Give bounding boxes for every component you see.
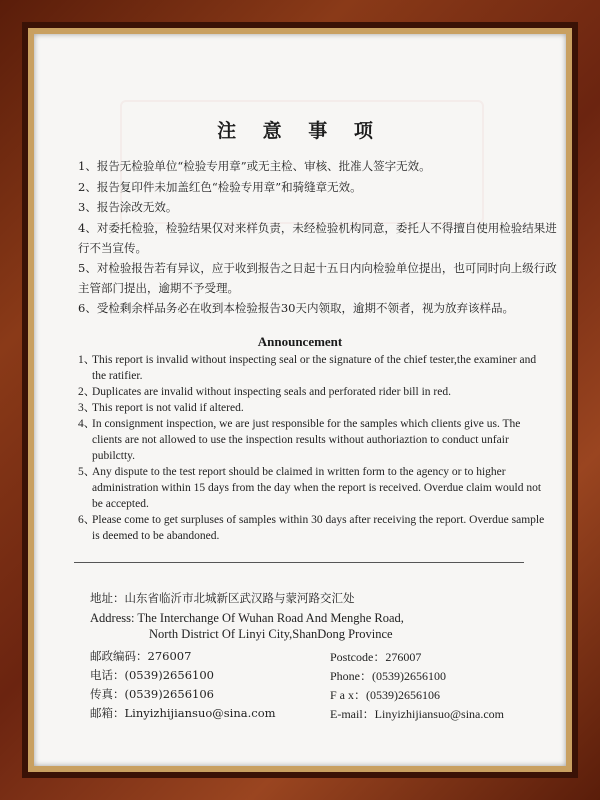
item-text: In consignment inspection, we are just responsible for the samples which clients give us. The clients are not allowed to use the inspection results without authoriaztion to conduct unfair pubilctty. — [92, 418, 521, 462]
notice-item-cn: 1、报告无检验单位“检验专用章”或无主检、审核、批准人签字无效。 — [78, 159, 431, 173]
phone-cn: 电话：(0539)2656100 — [90, 668, 214, 682]
item-text: This report is not valid if altered. — [92, 402, 244, 414]
announcement-item — [78, 384, 548, 400]
announcement-list — [78, 352, 548, 544]
notice-item-cn: 2、报告复印件未加盖红色“检验专用章”和骑缝章无效。 — [78, 179, 362, 194]
item-number: 5、 — [78, 466, 96, 478]
document-page — [34, 34, 566, 766]
announcement-title: Announcement — [257, 334, 343, 349]
fax-en: F a x：(0539)2656106 — [330, 688, 440, 702]
notice-list-cn — [78, 156, 558, 318]
notice-item-cn: 4、对委托检验，检验结果仅对来样负责，未经检验机构同意，委托人不得擅自使用检验结果进行不当宣传。 — [78, 220, 557, 255]
address-en-label: Address: — [90, 611, 135, 625]
notice-item-cn: 3、报告涂改无效。 — [78, 200, 178, 214]
notice-title-cn: 注 意 事 项 — [217, 120, 383, 142]
item-number: 4、 — [78, 418, 96, 430]
announcement-item — [78, 416, 548, 464]
item-text: Duplicates are invalid without inspecting seals and perforated rider bill in red. — [92, 386, 451, 398]
address-en-line1: The Interchange Of Wuhan Road And Menghe Road, — [137, 611, 404, 625]
announcement-item — [78, 400, 548, 416]
address-cn: 地址：山东省临沂市北城新区武汉路与蒙河路交汇处 — [90, 591, 355, 605]
item-number: 1、 — [78, 354, 96, 366]
announcement-item — [78, 464, 548, 512]
postcode-cn: 邮政编码：276007 — [90, 649, 192, 663]
phone-en: Phone：(0539)2656100 — [330, 669, 446, 683]
notice-item-cn: 6、受检剩余样品务必在收到本检验报告30天内领取，逾期不领者，视为放弃该样品。 — [78, 300, 514, 315]
email-cn: 邮箱：Linyizhijiansuo@sina.com — [90, 706, 276, 720]
section-divider — [74, 562, 524, 563]
announcement-item — [78, 352, 548, 384]
item-text: Any dispute to the test report should be claimed in written form to the agency or to higher administration within 15 days from the day when the report is received. Overdue claim would not be accepted. — [92, 466, 542, 510]
announcement-item — [78, 512, 548, 544]
item-text: This report is invalid without inspecting seal or the signature of the chief tester,the examiner and the ratifier. — [92, 354, 537, 382]
address-en-line2: North District Of Linyi City,ShanDong Province — [149, 627, 393, 641]
address-en — [90, 611, 550, 626]
item-text: Please come to get surpluses of samples within 30 days after receiving the report. Overdue sample is deemed to be abandoned. — [92, 514, 545, 542]
fax-cn: 传真：(0539)2656106 — [90, 687, 214, 701]
postcode-en: Postcode：276007 — [330, 650, 422, 664]
item-number: 6、 — [78, 514, 96, 526]
notice-item-cn: 5、对检验报告若有异议，应于收到报告之日起十五日内向检验单位提出，也可同时向上级行政主管部门提出，逾期不予受理。 — [78, 260, 557, 295]
email-en: E-mail：Linyizhijiansuo@sina.com — [330, 707, 505, 721]
item-number: 3、 — [78, 402, 96, 414]
item-number: 2、 — [78, 386, 96, 398]
